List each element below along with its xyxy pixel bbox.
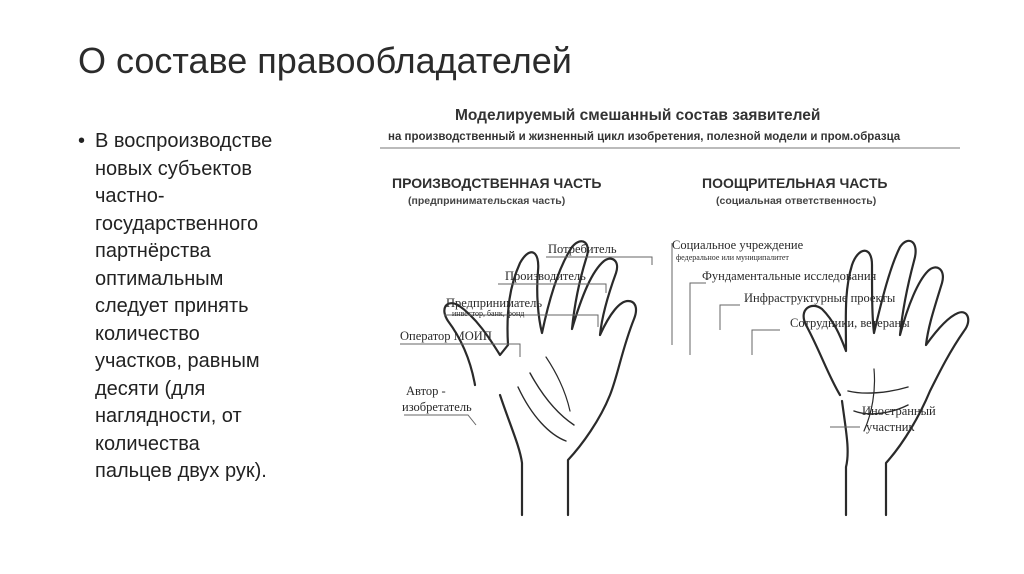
label-fundamental: Фундаментальные исследования xyxy=(702,269,877,283)
bullet-line: участков, равным xyxy=(95,350,260,372)
label-entrepreneur-note: инвестор, банк, фонд xyxy=(452,309,525,318)
right-section-title: ПООЩРИТЕЛЬНАЯ ЧАСТЬ xyxy=(702,175,888,191)
label-consumer: Потребитель xyxy=(548,242,617,256)
label-social: Социальное учреждение xyxy=(672,238,804,252)
label-author-1: Автор - xyxy=(406,384,446,398)
bullet-line: следует принять xyxy=(95,295,249,317)
diagram-subtitle: на производственный и жизненный цикл изобретения, полезной модели и пром.образца xyxy=(388,131,901,143)
bullet-line: наглядности, от xyxy=(95,405,242,427)
label-entrepreneur: Предприниматель xyxy=(446,296,543,310)
bullet-marker: • xyxy=(78,130,86,152)
label-social-note: федеральное или муниципалитет xyxy=(676,253,789,262)
bullet-line: количество xyxy=(95,322,200,345)
bullet-line: В воспроизводстве xyxy=(95,130,273,152)
bullet-text xyxy=(95,128,338,486)
label-producer: Производитель xyxy=(505,269,586,283)
bullet-line: частно- xyxy=(95,185,165,207)
label-infrastructure: Инфраструктурные проекты xyxy=(744,291,896,305)
bullet-line: государственного xyxy=(95,212,259,235)
label-foreign-1: Иностранный xyxy=(862,404,936,418)
bullet-line: новых субъектов xyxy=(95,157,253,180)
bullet-line: партнёрства xyxy=(95,240,211,262)
diagram-title: Моделируемый смешанный состав заявителей xyxy=(455,107,821,124)
label-foreign-2: участник xyxy=(866,420,915,434)
bullet-line: пальцев двух рук). xyxy=(95,460,267,482)
label-operator: Оператор МОИП xyxy=(400,329,492,343)
bullet-item xyxy=(78,128,338,486)
bullet-line: оптимальным xyxy=(95,267,224,290)
bullet-line: количества xyxy=(95,432,200,455)
slide-title: О составе правообладателей xyxy=(78,40,572,81)
left-section-title: ПРОИЗВОДСТВЕННАЯ ЧАСТЬ xyxy=(392,175,602,191)
right-section-subtitle: (социальная ответственность) xyxy=(716,195,877,207)
left-section-subtitle: (предпринимательская часть) xyxy=(408,195,566,207)
hands-diagram xyxy=(360,95,1000,574)
label-author-2: изобретатель xyxy=(402,400,472,414)
bullet-line: десяти (для xyxy=(95,377,206,400)
label-staff: Сотрудники, ветераны xyxy=(790,316,910,330)
